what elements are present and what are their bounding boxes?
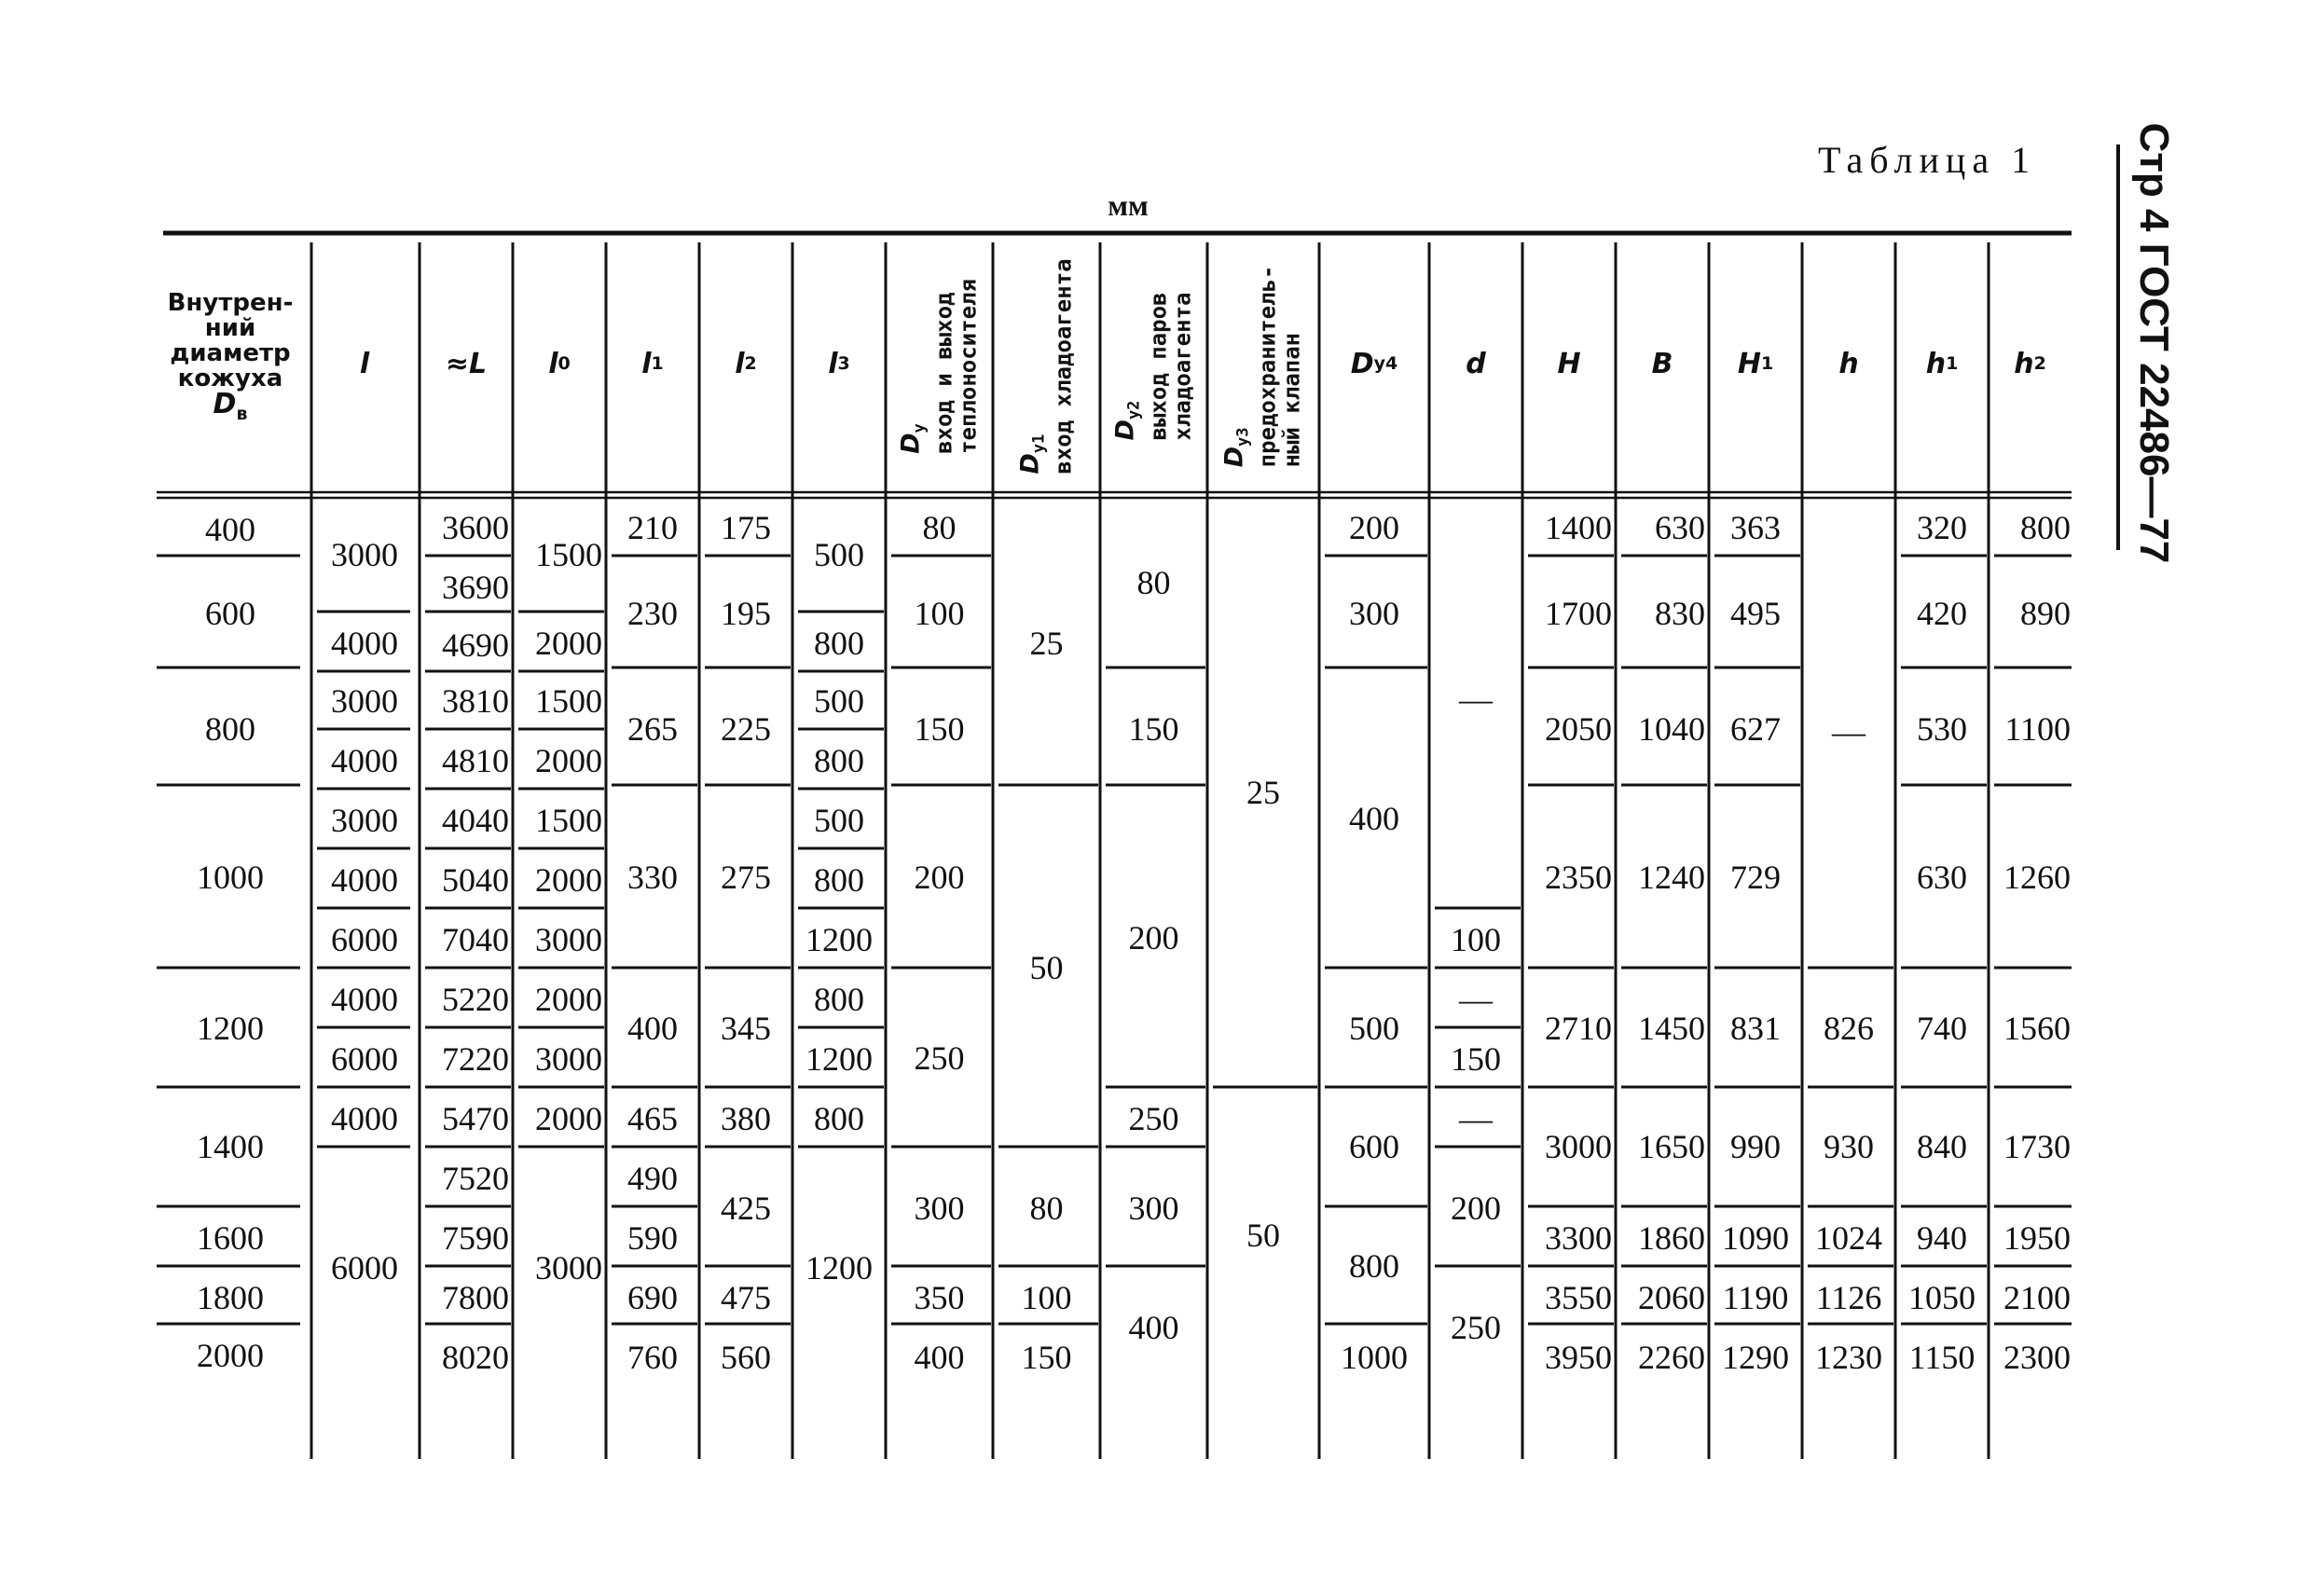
cell-H1: 990: [1730, 1128, 1781, 1165]
cell-dy2: 80: [1136, 564, 1171, 601]
header-dy3-line1: предохранитель-: [1254, 265, 1281, 468]
cell-l: 6000: [331, 1249, 398, 1286]
cell-B: 630: [1655, 509, 1705, 546]
cell-d: —: [1459, 981, 1493, 1018]
cell-H1: 831: [1730, 1010, 1781, 1047]
cell-dy4: 400: [1349, 800, 1399, 837]
cell-l1: 690: [627, 1279, 678, 1316]
header-dy3: [1207, 244, 1319, 488]
header-h: h: [1838, 347, 1859, 380]
side-header: Стр 4 ГОСТ 22486—77: [2131, 122, 2177, 564]
cell-dy2: 300: [1128, 1190, 1179, 1227]
cell-h: 826: [1824, 1010, 1874, 1047]
header-l3: l 3: [828, 347, 850, 380]
header-dy4: D у4: [1350, 347, 1398, 380]
header-h2: h 2: [2014, 347, 2046, 380]
cell-l0: 3000: [535, 921, 602, 958]
cell-H: 2350: [1545, 859, 1612, 896]
cell-h1: 1150: [1908, 1339, 1976, 1376]
header-dy: [886, 244, 993, 488]
units-label: мм: [1108, 188, 1149, 222]
cell-d: 250: [1451, 1309, 1501, 1346]
cell-l2: 225: [721, 710, 771, 748]
header-dy1-line1: вход хладоагента: [1050, 258, 1076, 475]
cell-h2: 890: [2020, 594, 2071, 632]
cell-l3: 800: [814, 625, 864, 662]
header-B: B: [1651, 347, 1673, 380]
cell-L: 4810: [442, 742, 509, 779]
cell-h2: 2300: [2003, 1339, 2071, 1376]
cell-l0: 2000: [535, 625, 602, 662]
cell-l1: 210: [627, 509, 678, 546]
cell-l: 4000: [331, 625, 398, 662]
cell-l1: 490: [627, 1160, 678, 1197]
header-dy3-line2: ный клапан: [1278, 332, 1305, 468]
cell-B: 1450: [1638, 1010, 1705, 1047]
cell-l1: 590: [627, 1219, 678, 1257]
cell-H1: 1290: [1722, 1339, 1789, 1376]
cell-H1: 363: [1730, 509, 1781, 546]
cell-l2: 380: [721, 1100, 771, 1137]
cell-h1: 840: [1917, 1128, 1967, 1165]
cell-B: 1860: [1638, 1219, 1705, 1257]
cell-L: 4690: [442, 626, 509, 664]
cell-h2: 1950: [2003, 1219, 2071, 1257]
cell-h: —: [1832, 713, 1866, 750]
cell-dy: 200: [914, 859, 965, 896]
header-dy1: [993, 244, 1100, 488]
header-d: d: [1466, 347, 1486, 380]
cell-dy3: 25: [1246, 774, 1280, 811]
cell-H1: 627: [1730, 710, 1781, 748]
header-db-line: Внутрен-: [167, 289, 294, 317]
cell-B: 2060: [1638, 1279, 1705, 1316]
cell-l3: 800: [814, 1100, 864, 1137]
cell-L: 3690: [442, 569, 509, 606]
cell-l0: 1500: [535, 802, 602, 839]
cell-dy2: 150: [1128, 710, 1179, 748]
cell-H1: 1090: [1722, 1219, 1789, 1257]
table-title: Таблица 1: [1818, 139, 2037, 181]
cell-d: —: [1459, 681, 1493, 718]
cell-l0: 1500: [535, 682, 602, 720]
cell-l: 6000: [331, 1040, 398, 1078]
cell-h2: 800: [2020, 509, 2071, 546]
cell-l: 4000: [331, 742, 398, 779]
header-db-line: кожуха: [177, 365, 283, 392]
cell-l: 3000: [331, 536, 398, 573]
cell-dy: 150: [914, 710, 965, 748]
cell-l0: 3000: [535, 1040, 602, 1078]
cell-l: 4000: [331, 981, 398, 1018]
cell-d: 150: [1451, 1040, 1501, 1078]
cell-H: 3300: [1545, 1219, 1612, 1257]
cell-dy4: 200: [1349, 509, 1399, 546]
cell-L: 7220: [442, 1040, 509, 1078]
cell-l3: 1200: [805, 1249, 873, 1286]
cell-dy4: 300: [1349, 594, 1399, 632]
cell-H: 1400: [1545, 509, 1612, 546]
cell-L: 5040: [442, 861, 509, 899]
cell-L: 5470: [442, 1100, 509, 1137]
header-l1: l 1: [641, 347, 664, 380]
cell-l1: 230: [627, 594, 678, 632]
header-H1: H 1: [1737, 347, 1774, 380]
cell-h2: 1260: [2003, 859, 2071, 896]
cell-db: 600: [205, 594, 255, 632]
cell-l2: 345: [721, 1010, 771, 1047]
cell-l0: 2000: [535, 861, 602, 899]
cell-dy4: 500: [1349, 1010, 1399, 1047]
cell-h1: 630: [1917, 859, 1967, 896]
cell-H: 1700: [1545, 594, 1612, 632]
cell-l3: 500: [814, 536, 864, 573]
header-dy1-symbol: $D_{у1}$: [1015, 433, 1048, 475]
cell-L: 7800: [442, 1279, 509, 1316]
cell-l2: 175: [721, 509, 771, 546]
cell-h: 930: [1824, 1128, 1874, 1165]
header-dy2-symbol: $D_{у2}$: [1110, 400, 1143, 441]
header-dy2-line1: выход паров: [1145, 292, 1171, 441]
cell-h2: 1560: [2003, 1010, 2071, 1047]
cell-B: 830: [1655, 594, 1705, 632]
cell-l3: 1200: [805, 1040, 873, 1078]
cell-db: 1600: [197, 1219, 264, 1257]
cell-db: 1000: [197, 859, 264, 896]
header-dy3-symbol: $D_{у3}$: [1219, 427, 1253, 468]
cell-h1: 420: [1917, 594, 1967, 632]
cell-l0: 1500: [535, 536, 602, 573]
cell-l0: 2000: [535, 1100, 602, 1137]
cell-H: 3000: [1545, 1128, 1612, 1165]
cell-dy: 100: [914, 594, 965, 632]
cell-h1: 1050: [1908, 1279, 1976, 1316]
cell-h: 1024: [1815, 1219, 1882, 1257]
cell-H1: 729: [1730, 859, 1781, 896]
cell-db: 400: [205, 510, 255, 548]
cell-L: 3600: [442, 509, 509, 546]
cell-h1: 530: [1917, 710, 1967, 748]
cell-l1: 265: [627, 710, 678, 748]
cell-dy4: 800: [1349, 1247, 1399, 1285]
cell-H: 3950: [1545, 1339, 1612, 1376]
cell-l0: 3000: [535, 1249, 602, 1286]
cell-h1: 740: [1917, 1010, 1967, 1047]
cell-B: 1650: [1638, 1128, 1705, 1165]
header-H: H: [1557, 347, 1581, 380]
cell-l: 6000: [331, 921, 398, 958]
cell-dy: 350: [914, 1279, 965, 1316]
cell-l2: 475: [721, 1279, 771, 1316]
cell-l0: 2000: [535, 981, 602, 1018]
cell-l3: 800: [814, 981, 864, 1018]
cell-H: 3550: [1545, 1279, 1612, 1316]
cell-dy1: 150: [1021, 1339, 1072, 1376]
header-db-line: ний: [204, 314, 256, 342]
cell-l1: 400: [627, 1010, 678, 1047]
cell-db: 1200: [197, 1010, 264, 1047]
cell-l1: 465: [627, 1100, 678, 1137]
cell-H: 2050: [1545, 710, 1612, 748]
cell-dy: 250: [914, 1039, 965, 1077]
cell-h2: 1730: [2003, 1128, 2071, 1165]
cell-db: 2000: [197, 1337, 264, 1374]
header-dy-line2: теплоносителя: [955, 279, 981, 454]
cell-H1: 495: [1730, 594, 1781, 632]
cell-l2: 560: [721, 1339, 771, 1376]
header-L: ≈L: [445, 347, 488, 380]
cell-dy1: 25: [1029, 625, 1064, 662]
cell-L: 3810: [442, 682, 509, 720]
header-h1: h 1: [1925, 347, 1959, 380]
cell-l3: 800: [814, 861, 864, 899]
cell-h: 1126: [1815, 1279, 1882, 1316]
cell-dy4: 1000: [1341, 1339, 1408, 1376]
header-dy2-line2: хладоагента: [1169, 292, 1195, 441]
cell-dy: 80: [922, 509, 957, 546]
cell-l2: 195: [721, 594, 771, 632]
cell-l3: 1200: [805, 921, 873, 958]
cell-h1: 320: [1917, 509, 1967, 546]
cell-l1: 330: [627, 859, 678, 896]
cell-L: 8020: [442, 1339, 509, 1376]
header-db-symbol: $D_в$: [213, 388, 248, 424]
cell-l: 4000: [331, 861, 398, 899]
cell-L: 7590: [442, 1219, 509, 1257]
cell-dy1: 80: [1029, 1190, 1064, 1227]
cell-dy: 300: [914, 1190, 965, 1227]
cell-dy2: 250: [1128, 1100, 1179, 1137]
cell-l3: 800: [814, 742, 864, 779]
header-dy2: [1100, 244, 1207, 488]
cell-l0: 2000: [535, 742, 602, 779]
cell-l3: 500: [814, 682, 864, 720]
header-l2: l 2: [735, 347, 757, 380]
cell-H: 2710: [1545, 1010, 1612, 1047]
cell-H1: 1190: [1722, 1279, 1789, 1316]
cell-dy4: 600: [1349, 1128, 1399, 1165]
cell-h2: 1100: [2004, 710, 2071, 748]
header-dy-symbol: $D_у$: [896, 423, 929, 454]
cell-db: 1800: [197, 1279, 264, 1316]
header-l: l: [359, 347, 370, 380]
cell-l3: 500: [814, 802, 864, 839]
cell-L: 7520: [442, 1160, 509, 1197]
header-l0: l 0: [548, 347, 571, 380]
header-db: [160, 280, 300, 438]
cell-dy1: 50: [1029, 949, 1064, 986]
cell-db: 800: [205, 710, 255, 748]
cell-L: 7040: [442, 921, 509, 958]
cell-l: 4000: [331, 1100, 398, 1137]
cell-h2: 2100: [2003, 1279, 2071, 1316]
header-db-line: диаметр: [170, 339, 291, 367]
cell-dy: 400: [914, 1339, 965, 1376]
cell-d: 100: [1451, 921, 1501, 958]
cell-l: 3000: [331, 682, 398, 720]
cell-B: 1040: [1638, 710, 1705, 748]
cell-dy3: 50: [1246, 1217, 1280, 1254]
cell-B: 2260: [1638, 1339, 1705, 1376]
cell-dy1: 100: [1021, 1279, 1072, 1316]
cell-L: 4040: [442, 802, 509, 839]
cell-L: 5220: [442, 981, 509, 1018]
cell-l2: 425: [721, 1190, 771, 1227]
cell-db: 1400: [197, 1128, 264, 1165]
cell-dy2: 200: [1128, 919, 1179, 956]
header-dy-line1: вход и выход: [930, 292, 957, 454]
cell-l1: 760: [627, 1339, 678, 1376]
cell-d: 200: [1451, 1190, 1501, 1227]
cell-l2: 275: [721, 859, 771, 896]
cell-B: 1240: [1638, 859, 1705, 896]
cell-d: —: [1459, 1100, 1493, 1137]
cell-h1: 940: [1917, 1219, 1967, 1257]
cell-l: 3000: [331, 802, 398, 839]
cell-h: 1230: [1815, 1339, 1882, 1376]
cell-dy2: 400: [1128, 1309, 1179, 1346]
